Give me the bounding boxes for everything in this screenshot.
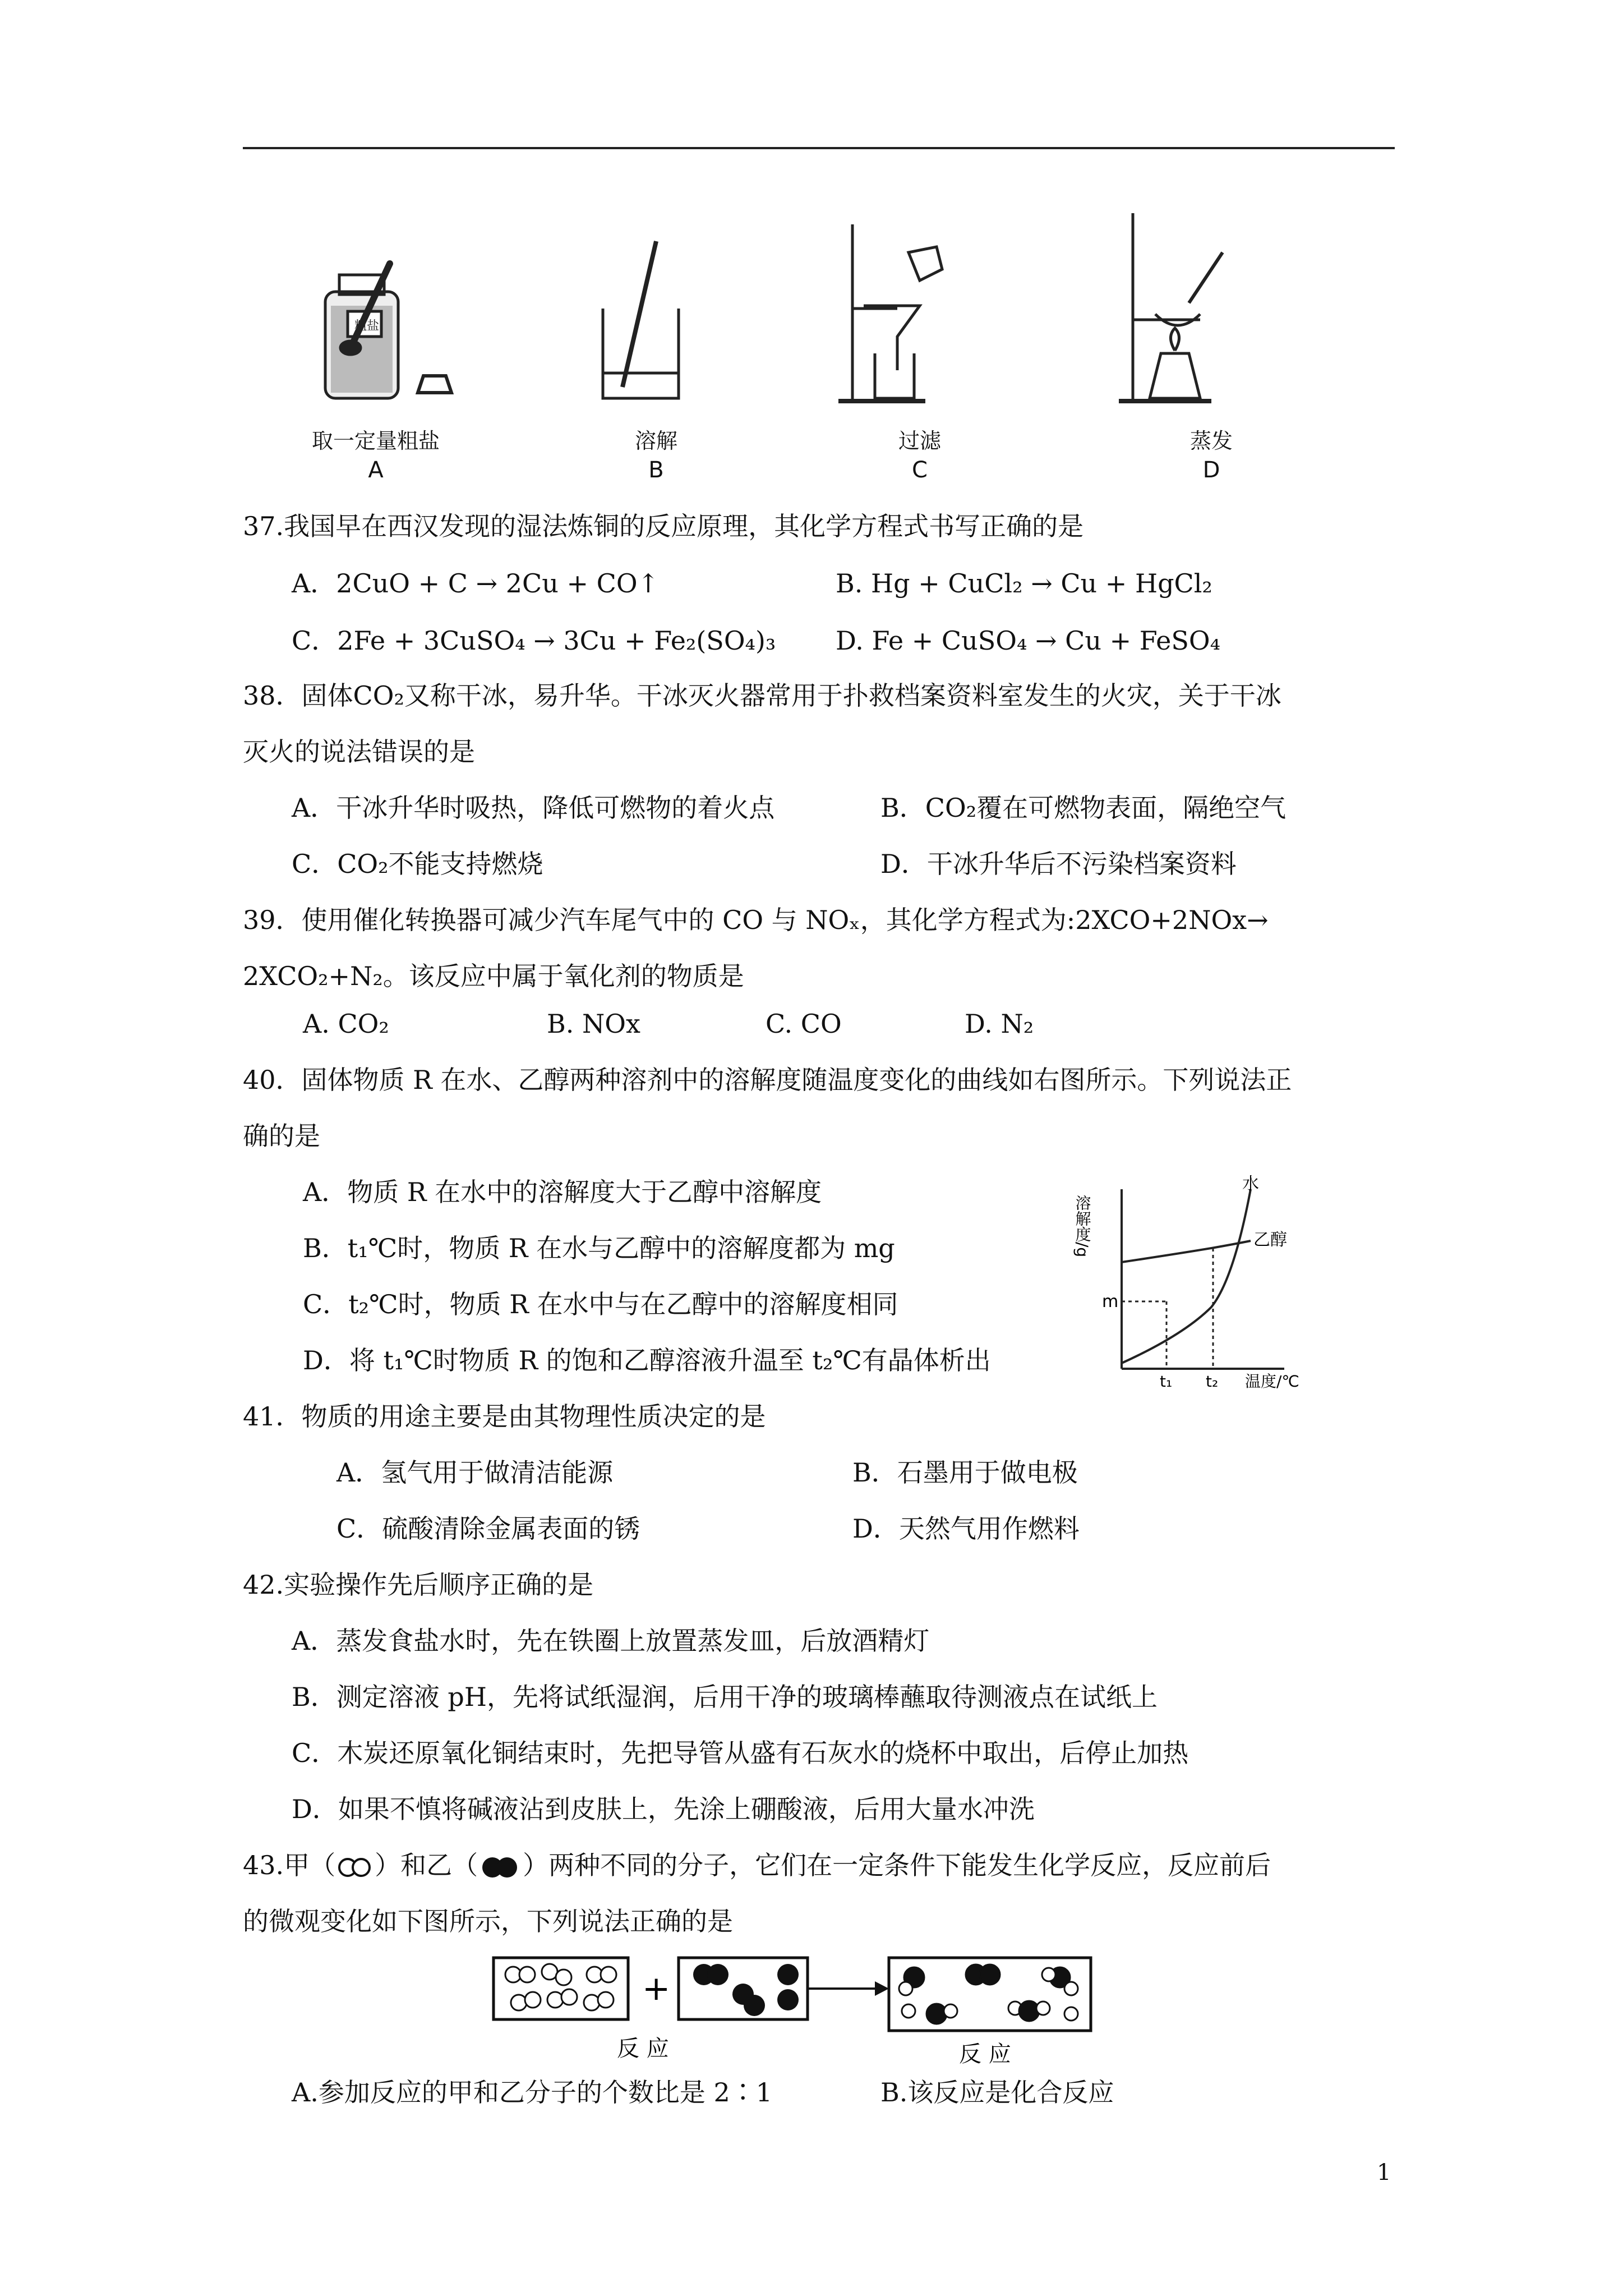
- q41-option-c: C．硫酸清除金属表面的锈: [336, 1513, 640, 1544]
- x-axis-label: 温度/℃: [1245, 1372, 1299, 1391]
- filter-stand-icon: [838, 224, 942, 401]
- q38-stem-line1: 38．固体CO₂又称干冰，易升华。干冰灭火器常用于扑救档案资料室发生的火灾，关于干冰: [243, 680, 1281, 711]
- q37-stem: 37.我国早在西汉发现的湿法炼铜的反应原理，其化学方程式书写正确的是: [243, 511, 1084, 541]
- molecule-yi-icon: [478, 1855, 523, 1880]
- reaction-arrowhead: [875, 1981, 889, 1996]
- q38-option-a: A．干冰升华时吸热，降低可燃物的着火点: [292, 793, 775, 823]
- apparatus-figure: [292, 208, 1301, 432]
- q43-stem-part1: 43.甲（: [243, 1850, 336, 1880]
- water-label: 水: [1242, 1174, 1259, 1194]
- q40-option-c: C．t₂℃时，物质 R 在水中与在乙醇中的溶解度相同: [303, 1289, 898, 1319]
- solubility-graph: [1073, 1174, 1396, 1391]
- q39-option-d: D. N₂: [965, 1009, 1034, 1039]
- caption-a: 取一定量粗盐: [311, 429, 440, 453]
- q40-option-a: A．物质 R 在水中的溶解度大于乙醇中溶解度: [303, 1177, 822, 1207]
- jar-label: 粗盐: [354, 319, 380, 333]
- q39-stem-line2: 2XCO₂+N₂。该反应中属于氧化剂的物质是: [243, 961, 744, 991]
- water-curve: [1122, 1189, 1251, 1363]
- q42-option-a: A．蒸发食盐水时，先在铁圈上放置蒸发皿，后放酒精灯: [292, 1626, 930, 1656]
- q40-stem-line1: 40．固体物质 R 在水、乙醇两种溶剂中的溶解度随温度变化的曲线如右图所示。下列说法正: [243, 1065, 1292, 1095]
- q38-option-b: B．CO₂覆在可燃物表面，隔绝空气: [880, 793, 1287, 823]
- q40-option-b: B．t₁℃时，物质 R 在水与乙醇中的溶解度都为 mg: [303, 1233, 895, 1263]
- q38-stem-line2: 灭火的说法错误的是: [243, 737, 475, 767]
- q37-option-c: C．2Fe + 3CuSO₄ → 3Cu + Fe₂(SO₄)₃: [292, 625, 776, 656]
- q40-stem-line2: 确的是: [243, 1121, 320, 1151]
- beaker-icon: [603, 241, 679, 398]
- letter-c: C: [912, 457, 928, 483]
- molecule-jia-icon: [335, 1856, 375, 1879]
- q37-option-d: D. Fe + CuSO₄ → Cu + FeSO₄: [836, 625, 1221, 656]
- letter-a: A: [368, 457, 384, 483]
- reaction-figure: [488, 1952, 1105, 2067]
- q43-stem-part3: ）两种不同的分子，它们在一定条件下能发生化学反应，反应前后: [523, 1850, 1271, 1880]
- t2-label: t₂: [1206, 1372, 1219, 1391]
- q41-option-d: D．天然气用作燃料: [852, 1513, 1080, 1544]
- q41-option-a: A．氢气用于做清洁能源: [336, 1457, 614, 1488]
- before-label: 反 应: [617, 2036, 669, 2062]
- jar-icon: [325, 264, 451, 398]
- q37-option-a: A．2CuO + C → 2Cu + CO↑: [292, 568, 660, 599]
- after-label: 反 应: [959, 2041, 1011, 2067]
- letter-d: D: [1202, 457, 1220, 483]
- q42-option-b: B．测定溶液 pH，先将试纸湿润，后用干净的玻璃棒蘸取待测液点在试纸上: [292, 1682, 1158, 1712]
- q37-option-b: B. Hg + CuCl₂ → Cu + HgCl₂: [836, 568, 1212, 599]
- q43-stem-line2: 的微观变化如下图所示，下列说法正确的是: [243, 1906, 733, 1936]
- q41-option-b: B．石墨用于做电极: [852, 1457, 1078, 1488]
- q39-option-a: A. CO₂: [303, 1009, 389, 1039]
- plus-sign: +: [642, 1969, 671, 2008]
- q42-option-d: D．如果不慎将碱液沾到皮肤上，先涂上硼酸液，后用大量水冲洗: [292, 1794, 1035, 1824]
- q39-option-c: C. CO: [766, 1009, 842, 1039]
- q41-stem: 41．物质的用途主要是由其物理性质决定的是: [243, 1401, 766, 1432]
- caption-c: 过滤: [898, 429, 941, 453]
- q43-option-b: B.该反应是化合反应: [880, 2077, 1114, 2108]
- q39-stem-line1: 39．使用催化转换器可减少汽车尾气中的 CO 与 NOₓ，其化学方程式为:2XCO+2NOx→: [243, 905, 1269, 935]
- q42-stem: 42.实验操作先后顺序正确的是: [243, 1570, 594, 1600]
- evaporation-stand-icon: [1119, 213, 1223, 401]
- ethanol-label: 乙醇: [1253, 1230, 1287, 1250]
- caption-d: 蒸发: [1189, 429, 1233, 453]
- q40-option-d: D．将 t₁℃时物质 R 的饱和乙醇溶液升温至 t₂℃有晶体析出: [303, 1345, 991, 1375]
- ethanol-curve: [1122, 1241, 1251, 1262]
- page-number: 1: [1377, 2160, 1391, 2185]
- q43-option-a: A.参加反应的甲和乙分子的个数比是 2∶1: [292, 2077, 772, 2108]
- q43-stem-part2: ）和乙（: [375, 1850, 478, 1880]
- q43-stem-line1: [243, 1848, 1271, 1882]
- m-label: m: [1102, 1292, 1119, 1312]
- letter-b: B: [648, 457, 664, 483]
- q39-option-b: B. NOx: [547, 1009, 640, 1039]
- y-axis-label: 溶解度/g: [1073, 1195, 1092, 1258]
- q38-option-c: C．CO₂不能支持燃烧: [292, 849, 543, 879]
- q38-option-d: D．干冰升华后不污染档案资料: [880, 849, 1237, 879]
- t1-label: t₁: [1160, 1372, 1173, 1391]
- caption-b: 溶解: [634, 429, 677, 453]
- header-rule: [243, 147, 1395, 149]
- q42-option-c: C．木炭还原氧化铜结束时，先把导管从盛有石灰水的烧杯中取出，后停止加热: [292, 1738, 1189, 1768]
